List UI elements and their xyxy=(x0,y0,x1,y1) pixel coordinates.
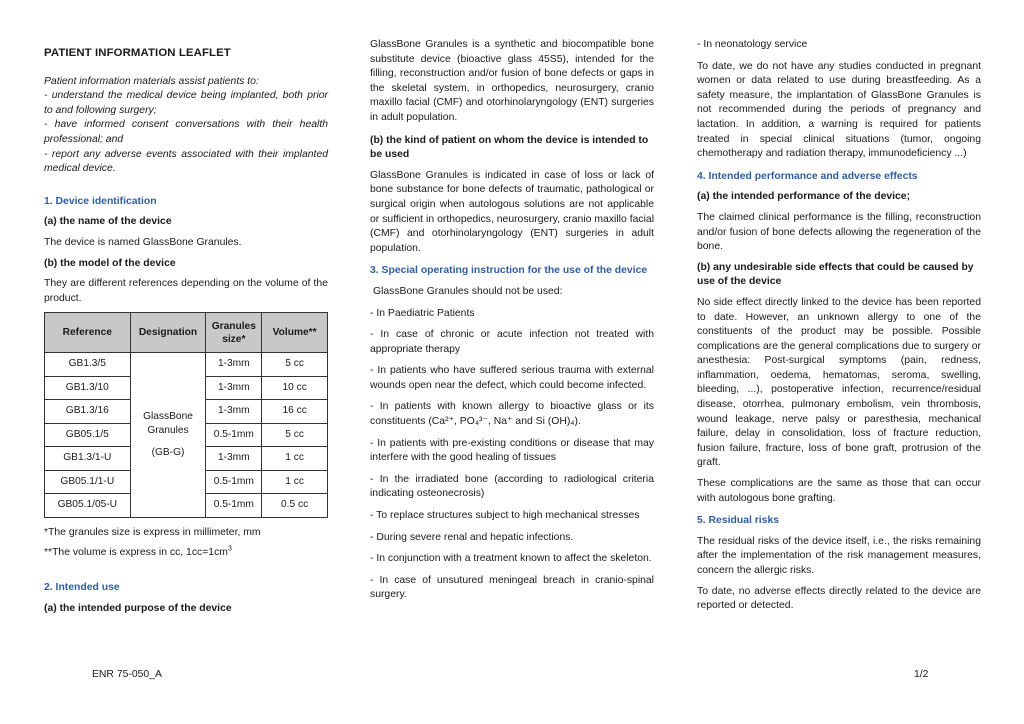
cell-volume: 5 cc xyxy=(262,353,328,377)
cell-volume: 5 cc xyxy=(262,423,328,447)
list-item: - In conjunction with a treatment known to affect the skeleton. xyxy=(370,553,652,565)
page-title: PATIENT INFORMATION LEAFLET xyxy=(44,47,231,59)
table-row xyxy=(45,353,328,377)
section-1-heading: 1. Device identification xyxy=(44,195,157,207)
intro-line-1: Patient information materials assist patients to: xyxy=(44,75,259,87)
section-1a-text: The device is named GlassBone Granules. xyxy=(44,236,242,248)
cell-size: 0.5-1mm xyxy=(206,423,262,447)
cell-reference: GB05.1/05-U xyxy=(45,494,131,518)
model-table xyxy=(44,312,328,518)
cell-reference: GB1.3/1-U xyxy=(45,447,131,471)
section-2b-heading: (b) the kind of patient on whom the device is intended to be used xyxy=(370,134,649,161)
column-3 xyxy=(697,38,981,620)
header-designation: Designation xyxy=(130,313,206,353)
constituents-formula: (Ca²⁺, PO₄³⁻, Na⁺ and Si (OH)₄). xyxy=(428,416,581,428)
section-1a-heading: (a) the name of the device xyxy=(44,216,172,228)
list-item xyxy=(370,400,654,429)
section-4-heading: 4. Intended performance and adverse effects xyxy=(697,170,918,182)
intro-line-4: - report any adverse events associated with their implanted medical device. xyxy=(44,148,328,175)
section-4b-text: No side effect directly linked to the device has been reported to date. However, an unknown allergy to one of the constituents of the product may be possible. Possible complications are the general complications due to surgery or anesthesia: Post-surgical symptoms (pain, redness, inflammation, oedema, hematomas, seroma, swelling, bleeding, ...), postoperative infection, recurrence/residual disease, otorrhea, pulmonary embolism, vein thrombosis, wound leakage, nerve palsy or paresthesia, mechanical failure, delay in consolidation, loss of fracture reduction, fusion failure, fracture, loss of bone graft, protrusion of the graft. xyxy=(697,296,981,469)
intro-line-2: - understand the medical device being implanted, both prior to and following surgery; xyxy=(44,90,328,116)
cell-reference: GB1.3/10 xyxy=(45,376,131,400)
cell-volume: 0.5 cc xyxy=(262,494,328,518)
list-item: - To replace structures subject to high mechanical stresses xyxy=(370,510,640,522)
pregnancy-warning: To date, we do not have any studies conducted in pregnant women or data related to use during breastfeeding. As a safety measure, the implantation of GlassBone Granules is not recommended during the periods of pregnancy and lactation. In addition, a warning is required for patients treated in special clinical situations (tumor, ongoing chemotherapy and radiation therapy, immunodeficiency ...) xyxy=(697,60,981,160)
footer-document-reference: ENR 75-050_A xyxy=(92,669,162,680)
section-3-heading: 3. Special operating instruction for the use of the device xyxy=(370,265,648,277)
cell-volume: 10 cc xyxy=(262,376,328,400)
list-item: - In case of chronic or acute infection not treated with appropriate therapy xyxy=(370,329,654,355)
cell-volume: 1 cc xyxy=(262,447,328,471)
cell-reference: GB05.1/1-U xyxy=(45,470,131,494)
designation-line: Granules xyxy=(147,425,189,437)
cell-size: 1-3mm xyxy=(206,400,262,424)
cell-volume: 16 cc xyxy=(262,400,328,424)
section-4a-heading: (a) the intended performance of the device; xyxy=(697,191,911,203)
designation-line: (GB-G) xyxy=(151,447,185,459)
table-note-volume-text: **The volume is express in cc, 1cc=1cm xyxy=(44,547,228,559)
column-2 xyxy=(370,38,654,610)
table-header-row xyxy=(45,313,328,353)
section-4a-text: The claimed clinical performance is the filling, reconstruction and/or fusion of bone defects allowing the regeneration of the bone. xyxy=(697,211,981,253)
table-note-size: *The granules size is express in millimeter, mm xyxy=(44,526,261,538)
section-5-text-2: To date, no adverse effects directly related to the device are reported or detected. xyxy=(697,585,981,612)
table-note-volume xyxy=(44,546,328,561)
section-1b-heading: (b) the model of the device xyxy=(44,257,176,269)
cell-reference: GB05.1/5 xyxy=(45,423,131,447)
section-3-lead: GlassBone Granules should not be used: xyxy=(373,285,563,297)
column-1 xyxy=(44,38,328,622)
header-volume: Volume** xyxy=(262,313,328,353)
list-item: - In patients with pre-existing conditions or disease that may interfere with the good healing of tissues xyxy=(370,437,654,464)
list-item-text: - In patients with known allergy to bioactive glass or its constituents xyxy=(370,401,654,428)
list-item: - In neonatology service xyxy=(697,39,808,50)
section-4c-text: These complications are the same as those that can occur with autologous bone grafting. xyxy=(697,478,981,504)
section-2b-text: GlassBone Granules is indicated in case of loss or lack of bone substance for bone defects of traumatic, pathological or surgical origin when autologous solutions are not applicable or sufficient in orthopedics, neurosurgery, cranio maxillo facial (CMF) and otorhinolaryngology (ENT) surgeries in adult population. xyxy=(370,169,654,254)
cell-size: 1-3mm xyxy=(206,376,262,400)
designation-line: GlassBone xyxy=(143,411,193,423)
list-item: - In Paediatric Patients xyxy=(370,307,475,319)
footer-page-number: 1/2 xyxy=(914,669,929,680)
section-1b-text: They are different references depending on the volume of the product. xyxy=(44,278,328,304)
cell-size: 0.5-1mm xyxy=(206,494,262,518)
list-item: - During severe renal and hepatic infections. xyxy=(370,531,574,543)
cell-volume: 1 cc xyxy=(262,470,328,494)
cell-size: 1-3mm xyxy=(206,447,262,471)
intro-line-3: - have informed consent conversations with their health professional; and xyxy=(44,119,328,145)
cell-size: 0.5-1mm xyxy=(206,470,262,494)
list-item: - In the irradiated bone (according to radiological criteria indicating osteonecrosis) xyxy=(370,473,654,500)
superscript: 3 xyxy=(227,545,232,553)
header-granules-size: Granules size* xyxy=(206,313,262,353)
cell-designation xyxy=(130,353,206,518)
list-item: - In patients who have suffered serious trauma with external wounds open near the defect, which could become infected. xyxy=(370,365,654,391)
cell-size: 1-3mm xyxy=(206,353,262,377)
section-5-heading: 5. Residual risks xyxy=(697,515,780,527)
section-2a-text: GlassBone Granules is a synthetic and biocompatible bone substitute device (bioactive glass 45S5), intended for the filling, reconstruction and/or fusion of bone defects or gaps in the skeletal system, in orthopedics, neurosurgery, cranio maxillo facial (CMF) and otorhinolaryngology (ENT) surgeries in adult population. xyxy=(370,39,654,123)
section-4b-heading: (b) any undesirable side effects that could be caused by use of the device xyxy=(697,261,974,288)
list-item: - In case of unsutured meningeal breach in cranio-spinal surgery. xyxy=(370,574,654,601)
section-2a-heading: (a) the intended purpose of the device xyxy=(44,602,232,614)
header-reference: Reference xyxy=(45,313,131,353)
cell-reference: GB1.3/16 xyxy=(45,400,131,424)
cell-reference: GB1.3/5 xyxy=(45,353,131,377)
section-2-heading: 2. Intended use xyxy=(44,582,120,593)
section-5-text-1: The residual risks of the device itself, i.e., the risks remaining after the implementation of the risk management measures, concern the allergic risks. xyxy=(697,535,981,576)
